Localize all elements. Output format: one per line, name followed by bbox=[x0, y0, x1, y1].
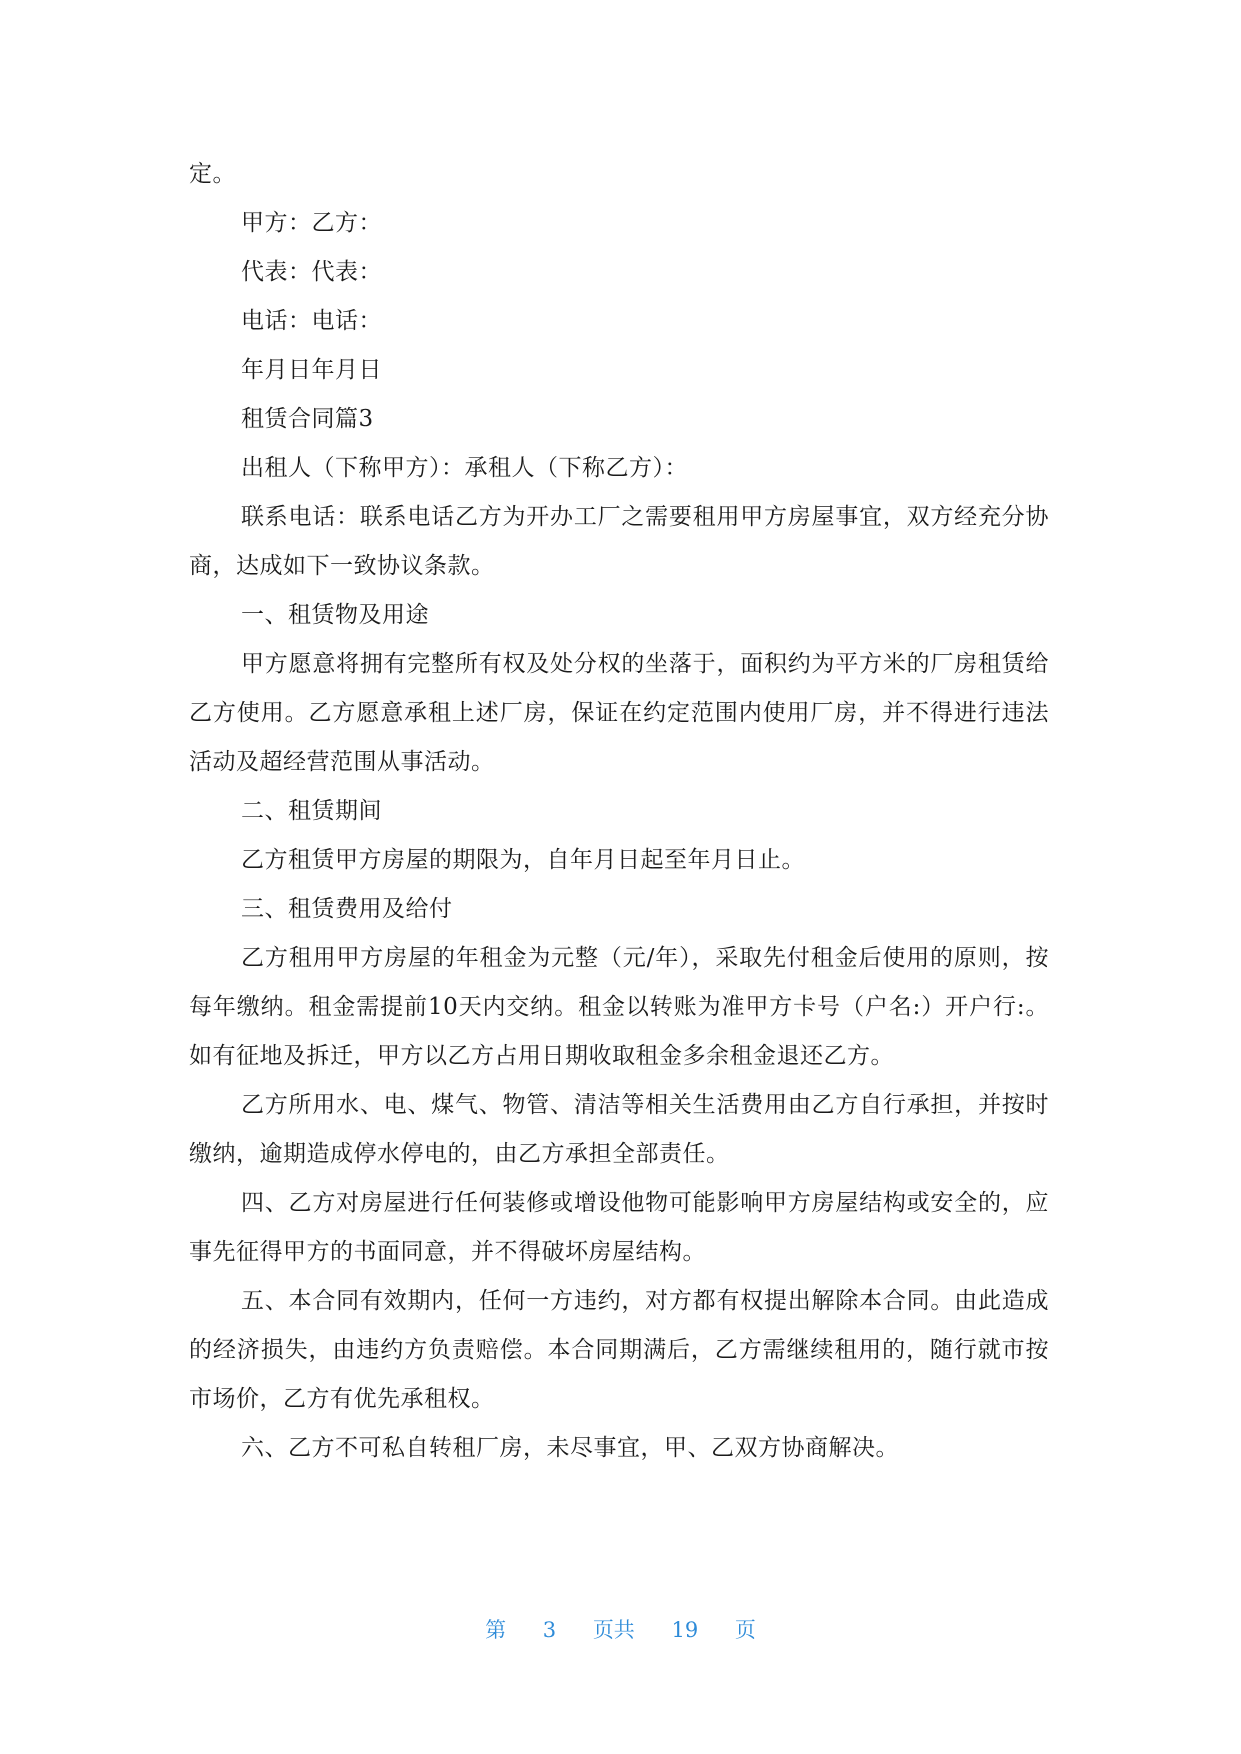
paragraph: 出租人（下称甲方）：承租人（下称乙方）： bbox=[241, 455, 688, 481]
paragraph: 四、乙方对房屋进行任何装修或增设他物可能影响甲方房屋结构或安全的，应事先征得甲方的书面同意，并不得破坏房屋结构。 bbox=[189, 1190, 1049, 1265]
paragraph: 甲方：乙方： bbox=[241, 210, 382, 236]
paragraph: 年月日年月日 bbox=[241, 357, 382, 383]
document-body bbox=[189, 150, 1049, 1473]
paragraph: 乙方租用甲方房屋的年租金为元整（元/年），采取先付租金后使用的原则，按每年缴纳。租金需提前10天内交纳。租金以转账为准甲方卡号（户名:）开户行:。如有征地及拆迁，甲方以乙方占用日期收取租金多余租金退还乙方。 bbox=[189, 945, 1049, 1069]
clause-heading: 二、租赁期间 bbox=[241, 798, 382, 824]
paragraph: 定。 bbox=[189, 161, 236, 187]
paragraph: 乙方所用水、电、煤气、物管、清洁等相关生活费用由乙方自行承担，并按时缴纳，逾期造成停水停电的，由乙方承担全部责任。 bbox=[189, 1092, 1049, 1167]
page-footer bbox=[0, 1614, 1241, 1644]
paragraph: 五、本合同有效期内，任何一方违约，对方都有权提出解除本合同。由此造成的经济损失，由违约方负责赔偿。本合同期满后，乙方需继续租用的，随行就市按市场价，乙方有优先承租权。 bbox=[189, 1288, 1049, 1412]
footer-label-page: 第 bbox=[485, 1618, 507, 1642]
footer-current-page: 3 bbox=[542, 1618, 557, 1642]
clause-heading: 一、租赁物及用途 bbox=[241, 602, 429, 628]
clause-heading: 三、租赁费用及给付 bbox=[241, 896, 453, 922]
paragraph: 代表：代表： bbox=[241, 259, 382, 285]
paragraph: 电话：电话： bbox=[241, 308, 382, 334]
section-heading: 租赁合同篇3 bbox=[241, 406, 374, 432]
paragraph: 六、乙方不可私自转租厂房，未尽事宜，甲、乙双方协商解决。 bbox=[241, 1435, 899, 1461]
footer-total-pages: 19 bbox=[671, 1618, 699, 1642]
paragraph: 甲方愿意将拥有完整所有权及处分权的坐落于，面积约为平方米的厂房租赁给乙方使用。乙方愿意承租上述厂房，保证在约定范围内使用厂房，并不得进行违法活动及超经营范围从事活动。 bbox=[189, 651, 1049, 775]
paragraph: 乙方租赁甲方房屋的期限为，自年月日起至年月日止。 bbox=[241, 847, 805, 873]
paragraph: 联系电话：联系电话乙方为开办工厂之需要租用甲方房屋事宜，双方经充分协商，达成如下一致协议条款。 bbox=[189, 504, 1049, 579]
footer-label-end: 页 bbox=[734, 1618, 756, 1642]
footer-label-of: 页共 bbox=[592, 1618, 635, 1642]
